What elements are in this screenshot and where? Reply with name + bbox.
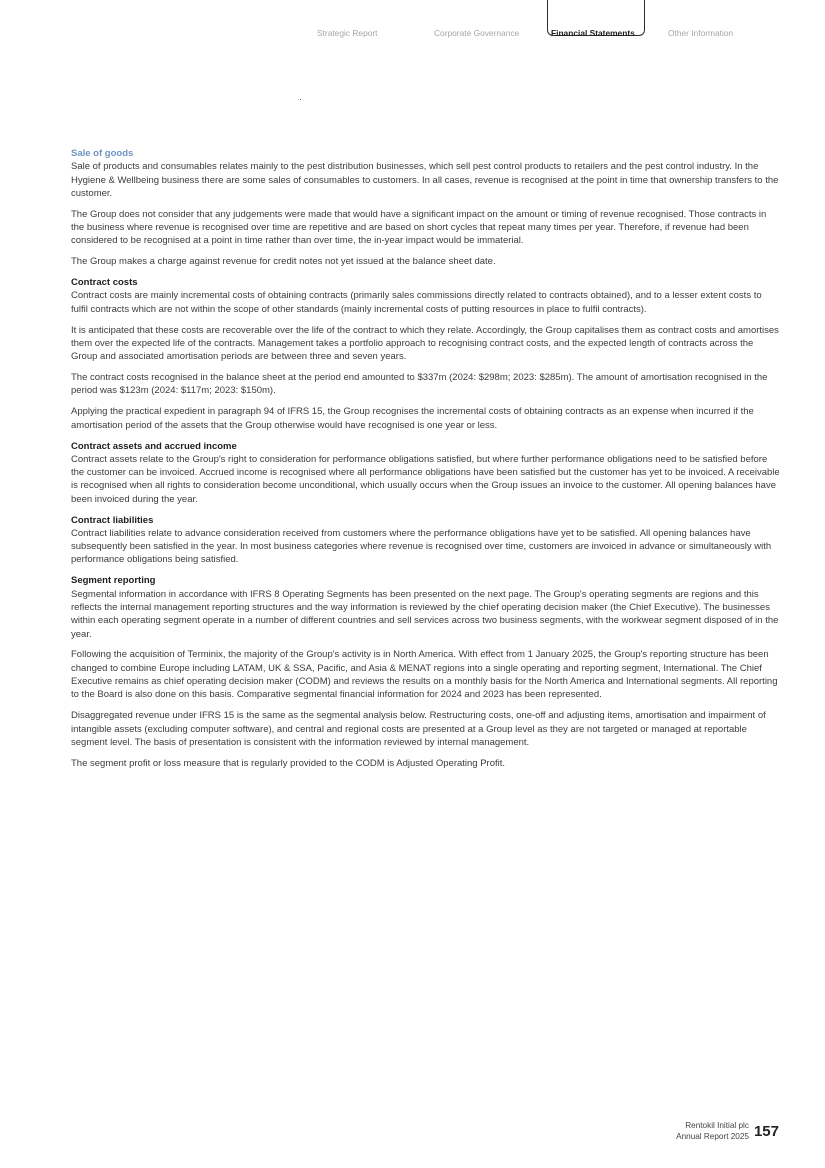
contract-assets-heading: Contract assets and accrued income xyxy=(71,440,237,452)
body-paragraph: Disaggregated revenue under IFRS 15 is the same as the segmental analysis below. Restructuring costs, one-off and adjusting items, amortisation and impairment of intangible assets (excluding computer software), and central and regional costs are presented at a Group level as they are not targeted or managed at reportable segment level. The basis of presentation is consistent with the information reviewed by internal management. xyxy=(71,710,766,748)
page-footer xyxy=(676,1121,779,1142)
tab-other-information[interactable]: Other Information xyxy=(668,28,734,38)
section-contract-liabilities xyxy=(71,514,781,567)
body-paragraph: It is anticipated that these costs are recoverable over the life of the contract to which they relate. Accordingly, the Group capitalises them as contract costs and amortises them over the expected life of the contracts. Management takes a portfolio approach to recognising contract costs, and the expected length of contracts across the Group and associated amortisation periods are between three and seven years. xyxy=(71,324,779,363)
footer-publication xyxy=(676,1121,749,1142)
body-paragraph: Contract liabilities relate to advance consideration received from customers where the performance obligations have yet to be satisfied. All opening balances have subsequently been satisfied in the year. In most business categories where revenue is recognised over time, customers are invoiced in advance or simultaneously with performance obligations being satisfied. xyxy=(71,527,772,566)
body-paragraph: Contract costs are mainly incremental costs of obtaining contracts (primarily sales commissions directly related to contracts obtained), and to a lesser extent costs to fulfil contracts which are not within the scope of other standards (mainly incremental costs of putting resources in place to fulfil contracts). xyxy=(71,290,762,315)
body-paragraph: Sale of products and consumables relates mainly to the pest distribution businesses, which sell pest control products to retailers and the pest control industry. In the Hygiene & Wellbeing business there are some sales of consumables to customers. In all cases, revenue is recognised at the point in time that ownership transfers to the customer. xyxy=(71,161,779,199)
segment-reporting-heading: Segment reporting xyxy=(71,575,156,587)
section-sale-of-goods xyxy=(71,147,781,269)
page-number: 157 xyxy=(753,1123,779,1140)
tab-financial-statements[interactable]: Financial Statements xyxy=(547,0,645,36)
body-paragraph: The Group makes a charge against revenue for credit notes not yet issued at the balance sheet date. xyxy=(71,256,496,268)
contract-liabilities-heading: Contract liabilities xyxy=(71,514,154,526)
body-paragraph: The contract costs recognised in the balance sheet at the period end amounted to $337m (2024: $298m; 2023: $285m). The amount of amortisation recognised in the period was $123m (2024: $117m; 2023: $150m). xyxy=(71,372,768,397)
section-contract-assets xyxy=(71,440,781,506)
section-navigation xyxy=(0,0,825,46)
body-paragraph: Segmental information in accordance with IFRS 8 Operating Segments has been presented on the next page. The Group's operating segments are regions and this reflects the internal management reporting structures and the way information is reviewed by the chief operating decision maker (the Chief Executive). The businesses within each operating segment operate in a number of different countries and sell services across two business segments, with the workwear segment disposed of in the year. xyxy=(71,588,779,640)
body-paragraph: The segment profit or loss measure that is regularly provided to the CODM is Adjusted Operating Profit. xyxy=(71,757,506,769)
tab-strategic-report[interactable]: Strategic Report xyxy=(317,28,378,38)
sale-of-goods-heading: Sale of goods xyxy=(71,148,134,159)
stray-mark xyxy=(300,99,301,100)
section-segment-reporting xyxy=(71,574,781,770)
body-paragraph: The Group does not consider that any judgements were made that would have a significant impact on the amount or timing of revenue recognised. Those contracts in the business where revenue is recognised over time are repetitive and are based on short cycles that repeat many times per year. Therefore, if revenue had been considered to be recognised at a point in time rather than over time, the in-year impact would be immaterial. xyxy=(71,208,767,247)
main-content xyxy=(71,147,781,778)
body-paragraph: Following the acquisition of Terminix, the majority of the Group's activity is in North America. With effect from 1 January 2025, the Group's reporting structure has been changed to combine Europe including LATAM, UK & SSA, Pacific, and Asia & MENAT regions into a single operating and reporting segment, International. The Chief Executive remains as chief operating decision maker (CODM) and reviews the results on a monthly basis for the North America and International segments. All reporting to the Board is also done on this basis. Comparative segmental financial information for 2024 and 2023 has been represented. xyxy=(71,649,778,701)
footer-report: Annual Report 2025 xyxy=(676,1131,749,1141)
tab-corporate-governance[interactable]: Corporate Governance xyxy=(434,28,520,38)
body-paragraph: Applying the practical expedient in paragraph 94 of IFRS 15, the Group recognises the incremental costs of obtaining contracts as an expense when incurred if the amortisation period of the assets that the Group otherwise would have recognised is one year or less. xyxy=(71,406,754,431)
body-paragraph: Contract assets relate to the Group's right to consideration for performance obligations satisfied, but where further performance obligations need to be satisfied before the customer can be invoiced. Accrued income is recognised where all performance obligations have been satisfied but the customer has yet to be invoiced. A receivable is recognised when all rights to consideration become unconditional, which usually occurs when the Group issues an invoice to the customer. All opening balances have been invoiced during the year. xyxy=(71,453,780,505)
section-contract-costs xyxy=(71,276,781,432)
footer-company: Rentokil Initial plc xyxy=(685,1121,749,1130)
contract-costs-heading: Contract costs xyxy=(71,277,138,289)
